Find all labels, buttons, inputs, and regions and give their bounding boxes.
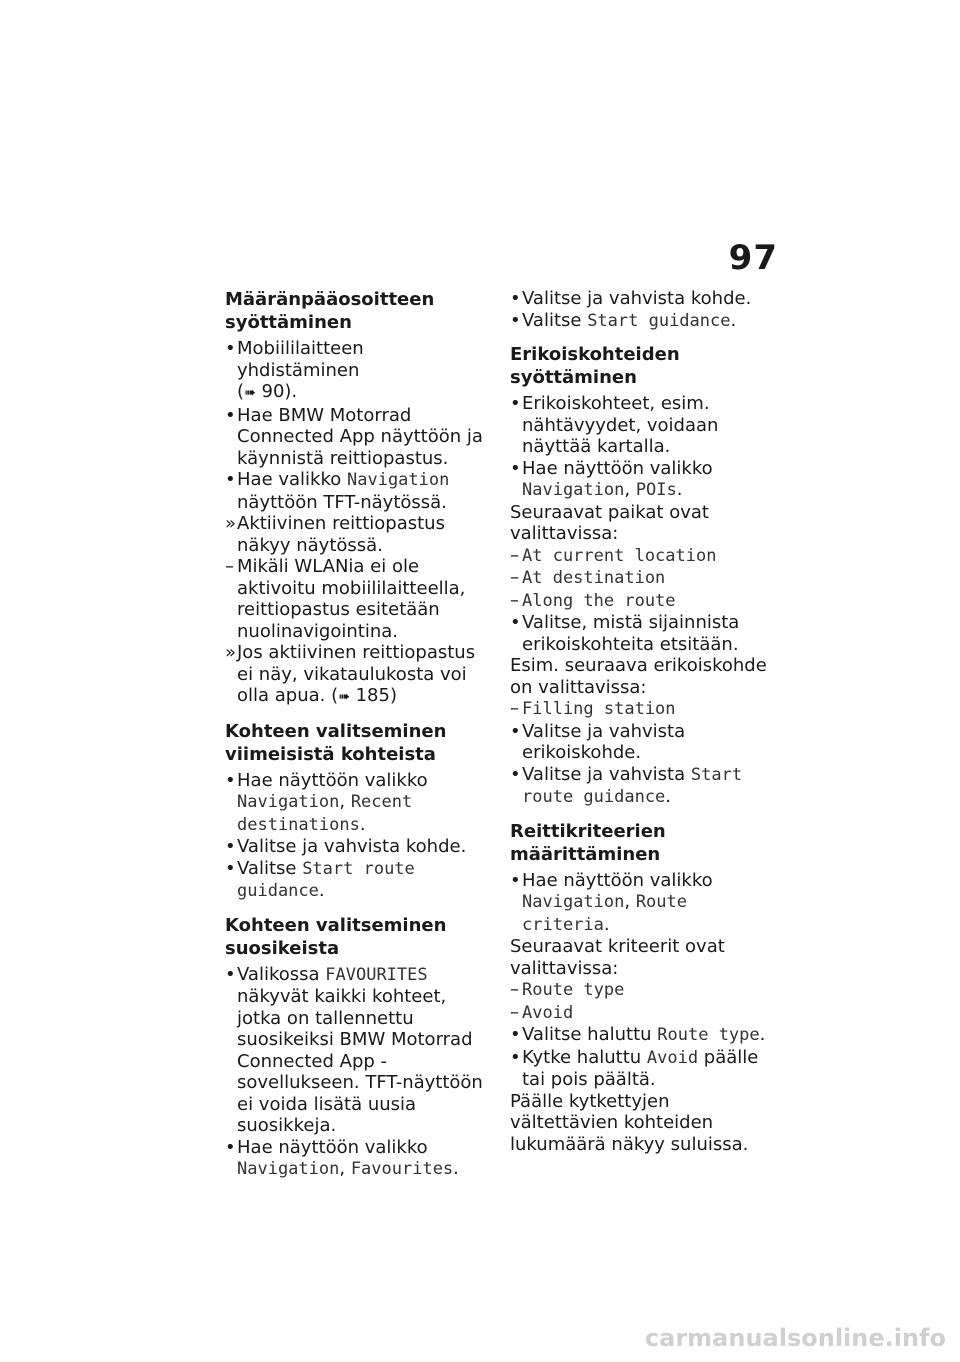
list-item: • Kytke haluttu Avoid päälle tai pois päältä. (510, 1046, 759, 1090)
section-title: Kohteen valitseminen suosikeista (225, 914, 447, 959)
list-item: • Valitse ja vahvista kohde. (225, 836, 467, 857)
paragraph: Esim. seuraava erikoiskohde on valittavissa: (510, 655, 767, 698)
list-item: • Hae näyttöön valikko Navigation, Favourites. (225, 1136, 459, 1179)
result-item: » Jos aktiivinen reittiopastus ei näy, vikataulukosta voi olla apua. (➠ 185) (225, 642, 476, 706)
watermark: carmanualsonline.info (644, 1324, 946, 1352)
list-item: • Hae näyttöön valikko Navigation, Recent destinations. (225, 769, 428, 835)
section-pois (510, 343, 782, 809)
list-item: • Mobiililaitteen yhdistäminen (➠ 90). (225, 338, 364, 402)
dash-item: – At destination (510, 567, 666, 588)
dash-item: – Along the route (510, 589, 676, 611)
list-item: • Valitse Start guidance. (510, 309, 737, 331)
dash-item: – Filling station (510, 698, 676, 719)
dash-item: – At current location (510, 544, 717, 566)
dash-item: – Route type (510, 979, 625, 1000)
section-continued (510, 288, 782, 332)
list-item: • Erikoiskohteet, esim. nähtävyydet, voidaan näyttää kartalla. (510, 393, 719, 457)
page-number: 97 (728, 238, 778, 278)
result-item: » Aktiivinen reittiopastus näkyy näytössä. (225, 513, 445, 556)
list-item: • Hae näyttöön valikko Navigation, POIs. (510, 457, 713, 500)
list-item: • Valitse ja vahvista Start route guidance. (510, 763, 743, 807)
section-destination-input (225, 288, 490, 709)
paragraph: Seuraavat kriteerit ovat valittavissa: (510, 936, 725, 979)
paragraph: Seuraavat paikat ovat valittavissa: (510, 501, 709, 544)
list-item: • Valitse, mistä sijainnista erikoiskohteita etsitään. (510, 612, 740, 655)
section-favourites (225, 914, 490, 1181)
dash-item: – Mikäli WLANia ei ole aktivoitu mobiililaitteella, reittiopastus esitetään nuolinavigointina. (225, 556, 466, 642)
right-column (510, 288, 782, 1166)
section-route-criteria (510, 820, 782, 1156)
section-title: Reittikriteerien määrittäminen (510, 820, 666, 865)
list-item: • Valitse haluttu Route type. (510, 1024, 766, 1045)
list-item: • Valikossa FAVOURITES näkyvät kaikki kohteet, jotka on tallennettu suosikeiksi BMW Motorrad Connected App -sovellukseen. TFT-näyttöön ei voida lisätä uusia suosikkeja. (225, 963, 483, 1136)
list-item: • Valitse ja vahvista erikoiskohde. (510, 720, 686, 763)
left-column (225, 288, 490, 1192)
list-item: • Valitse Start route guidance. (225, 857, 415, 901)
section-recent-destinations (225, 720, 490, 903)
page-ref-icon: ➠ (244, 385, 256, 401)
list-item: • Hae näyttöön valikko Navigation, Route criteria. (510, 869, 713, 935)
section-title: Määränpääosoitteen syöttäminen (225, 289, 435, 333)
section-title: Erikoiskohteiden syöttäminen (510, 344, 680, 388)
page-ref-icon: ➠ (338, 689, 350, 705)
dash-item: – Avoid (510, 1001, 574, 1023)
list-item: • Hae BMW Motorrad Connected App näyttöön ja käynnistä reittiopastus. (225, 404, 483, 469)
list-item: • Hae valikko Navigation näyttöön TFT-näytössä. (225, 469, 450, 513)
list-item: • Valitse ja vahvista kohde. (510, 288, 752, 309)
section-title: Kohteen valitseminen viimeisistä kohteista (225, 720, 447, 765)
paragraph: Päälle kytkettyjen vältettävien kohteiden lukumäärä näkyy suluissa. (510, 1090, 749, 1155)
